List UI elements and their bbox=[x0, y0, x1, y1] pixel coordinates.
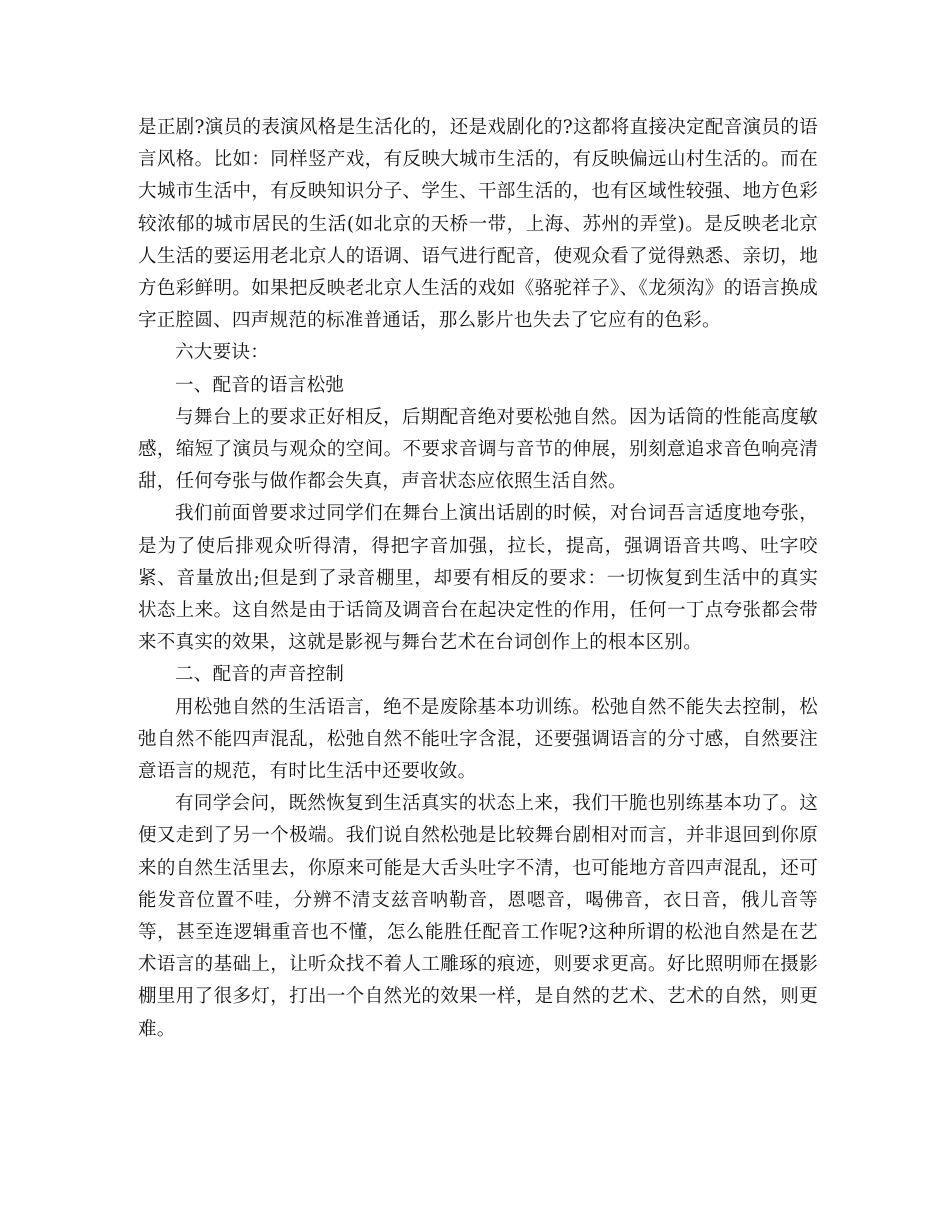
section-heading-2: 二、配音的声音控制 bbox=[175, 664, 345, 686]
paragraph: 有同学会问，既然恢复到生活真实的状态上来，我们干脆也别练基本功了。这便又走到了另一个极端。我们说自然松弛是比较舞台剧相对而言，并非退回到你原来的自然生活里去，你原来可能是大舌头吐字不清，也可能地方音四声混乱，还可能发音位置不哇，分辨不清支兹音呐勒音，恩嗯音，喝佛音，衣日音，俄儿音等等，甚至连逻辑重音也不懂，怎么能胜任配音工作呢?这种所谓的松池自然是在艺术语言的基础上，让听众找不着人工雕琢的痕迹，则要求更高。好比照明师在摄影棚里用了很多灯，打出一个自然光的效果一样，是自然的艺术、艺术的自然，则更难。 bbox=[138, 793, 818, 1040]
paragraph: 与舞台上的要求正好相反，后期配音绝对要松弛自然。因为话筒的性能高度敏感，缩短了演员与观众的空间。不要求音调与音节的伸展，别刻意追求音色响亮清甜，任何夸张与做作都会失真，声音状态应依照生活自然。 bbox=[138, 406, 818, 493]
paragraph: 我们前面曾要求过同学们在舞台上演出话剧的时候，对台词吾言适度地夸张，是为了使后排观众听得清，得把字音加强，拉长，提高，强调语音共鸣、吐字咬紧、音量放出;但是到了录音棚里，却要有相反的要求：一切恢复到生活中的真实状态上来。这自然是由于话筒及调音台在起决定性的作用，任何一丁点夸张都会带来不真实的效果，这就是影视与舞台艺术在台词创作上的根本区别。 bbox=[138, 503, 818, 654]
section-intro-heading: 六大要诀： bbox=[175, 342, 270, 364]
section-heading-1: 一、配音的语言松弛 bbox=[175, 374, 345, 396]
document-body bbox=[138, 112, 818, 1046]
paragraph: 用松弛自然的生活语言，绝不是废除基本功训练。松弛自然不能失去控制，松弛自然不能四声混乱，松弛自然不能吐字含混，还要强调语言的分寸感，自然要注意语言的规范，有时比生活中还要收敛。 bbox=[138, 696, 818, 783]
paragraph-continuation: 是正剧?演员的表演风格是生活化的，还是戏剧化的?这都将直接决定配音演员的语言风格。比如：同样竖产戏，有反映大城市生活的，有反映偏远山村生活的。而在大城市生活中，有反映知识分子、学生、干部生活的，也有区域性较强、地方色彩较浓郁的城市居民的生活(如北京的天桥一带，上海、苏州的弄堂)。是反映老北京人生活的要运用老北京人的语调、语气进行配音，使观众看了觉得熟悉、亲切，地方色彩鲜明。如果把反映老北京人生活的戏如《骆驼祥子》、《龙须沟》的语言换成字正腔圆、四声规范的标准普通话，那么影片也失去了它应有的色彩。 bbox=[138, 117, 818, 332]
